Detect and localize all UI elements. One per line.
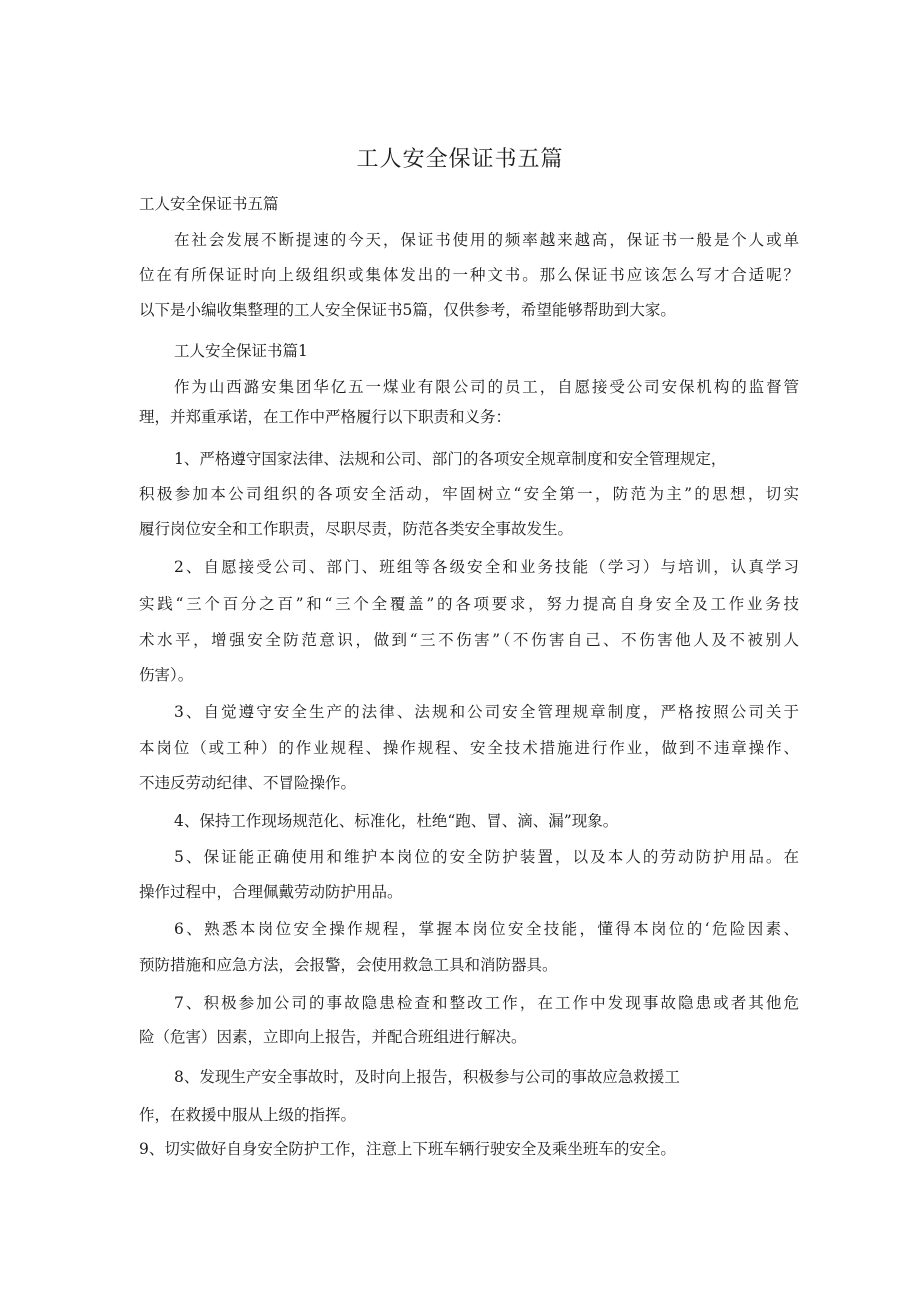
paragraph-line: 本岗位（或工种）的作业规程、操作规程、安全技术措施进行作业，做到不违章操作、 <box>139 739 799 757</box>
paragraph-line: 8、发现生产安全事故时，及时向上报告，积极参与公司的事故应急救援工 <box>174 1068 680 1086</box>
paragraph-line: 位在有所保证时向上级组织或集体发出的一种文书。那么保证书应该怎么写才合适呢？ <box>139 266 799 284</box>
paragraph-line: 在社会发展不断提速的今天，保证书使用的频率越来越高，保证书一般是个人或单 <box>174 231 799 249</box>
paragraph-line: 术水平，增强安全防范意识，做到“三不伤害”（不伤害自己、不伤害他人及不被别人 <box>139 631 799 649</box>
paragraph-line: 作，在救援中服从上级的指挥。 <box>139 1106 357 1124</box>
paragraph-line: 理，并郑重承诺，在工作中严格履行以下职责和义务： <box>139 408 512 426</box>
paragraph-line: 3、自觉遵守安全生产的法律、法规和公司安全管理规章制度，严格按照公司关于 <box>174 703 799 721</box>
paragraph-line: 1、严格遵守国家法律、法规和公司、部门的各项安全规章制度和安全管理规定， <box>174 450 727 468</box>
paragraph-line: 以下是小编收集整理的工人安全保证书5篇，仅供参考，希望能够帮助到大家。 <box>139 301 676 319</box>
paragraph-line: 履行岗位安全和工作职责，尽职尽责，防范各类安全事故发生。 <box>139 520 574 538</box>
paragraph-line: 4、保持工作现场规范化、标准化，杜绝“跑、冒、滴、漏”现象。 <box>174 812 619 830</box>
paragraph-line: 7、积极参加公司的事故隐患检查和整改工作，在工作中发现事故隐患或者其他危 <box>174 994 799 1012</box>
paragraph-line: 9、切实做好自身安全防护工作，注意上下班车辆行驶安全及乘坐班车的安全。 <box>139 1140 676 1158</box>
paragraph-line: 不违反劳动纪律、不冒险操作。 <box>139 774 357 792</box>
paragraph-line: 险（危害）因素，立即向上报告，并配合班组进行解决。 <box>139 1028 527 1046</box>
paragraph-line: 作为山西潞安集团华亿五一煤业有限公司的员工，自愿接受公司安保机构的监督管 <box>174 378 799 396</box>
paragraph-line: 6、熟悉本岗位安全操作规程，掌握本岗位安全技能，懂得本岗位的‘危险因素、 <box>174 920 799 938</box>
paragraph-line: 2、自愿接受公司、部门、班组等各级安全和业务技能（学习）与培训，认真学习 <box>174 558 799 576</box>
section-heading: 工人安全保证书篇1 <box>174 342 308 360</box>
paragraph-line: 5、保证能正确使用和维护本岗位的安全防护装置，以及本人的劳动防护用品。在 <box>174 848 799 866</box>
paragraph-line: 操作过程中，合理佩戴劳动防护用品。 <box>139 883 403 901</box>
paragraph-line: 积极参加本公司组织的各项安全活动，牢固树立“安全第一，防范为主”的思想，切实 <box>139 485 799 503</box>
document-title: 工人安全保证书五篇 <box>356 147 564 172</box>
paragraph-line: 预防措施和应急方法，会报警，会使用救急工具和消防器具。 <box>139 956 558 974</box>
paragraph-line: 实践“三个百分之百”和“三个全覆盖”的各项要求，努力提高自身安全及工作业务技 <box>139 595 799 613</box>
paragraph-line: 伤害）。 <box>139 666 194 684</box>
document-subtitle: 工人安全保证书五篇 <box>139 195 279 213</box>
